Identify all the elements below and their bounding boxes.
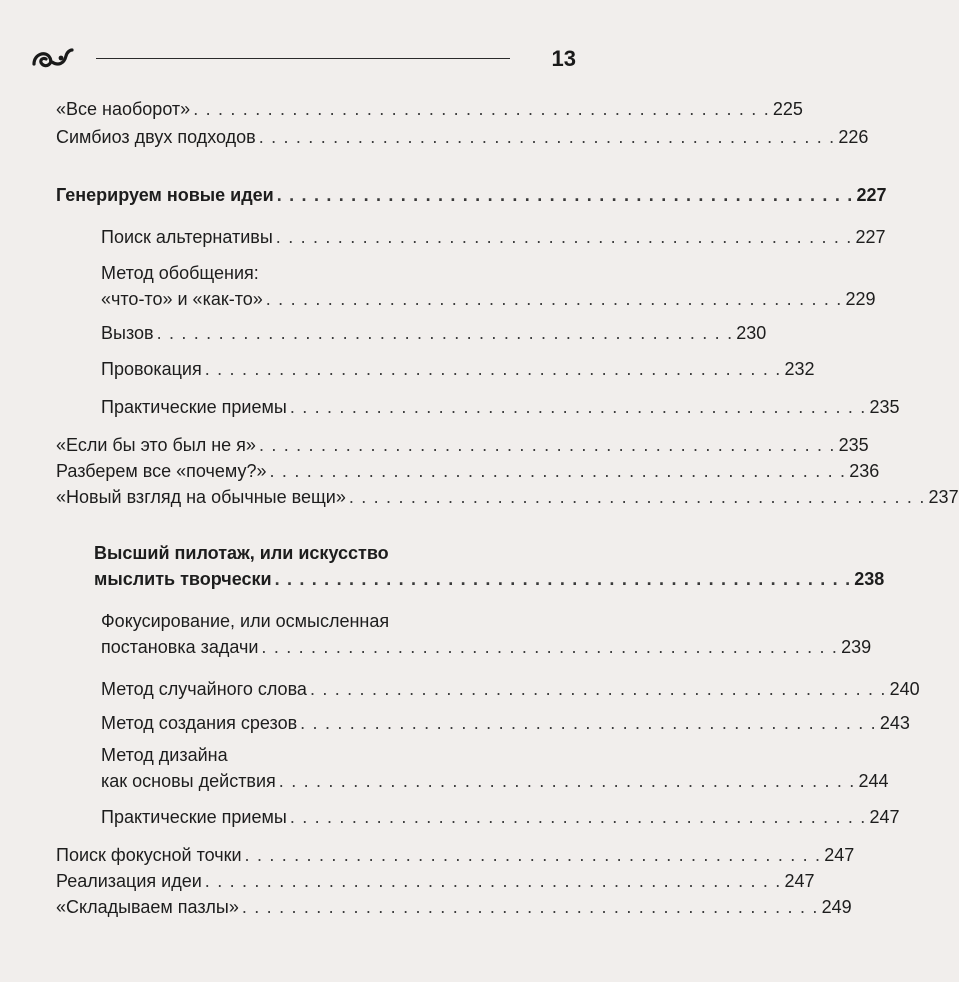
toc-entry	[56, 124, 869, 150]
toc-entry	[56, 458, 880, 484]
toc-entry-page: 227	[855, 227, 886, 247]
toc-entry	[101, 608, 872, 660]
toc-entry	[101, 710, 910, 736]
toc-entry	[101, 804, 900, 830]
toc-entry	[101, 394, 900, 420]
toc-entry	[56, 484, 959, 510]
toc-dot-leader: . . . . . . . . . . . . . . . . . . . . . . . . . . . . . . . . . . . . . . . . . . . . . . .	[289, 807, 867, 827]
toc-entry	[56, 432, 869, 458]
toc-entry	[101, 742, 889, 794]
toc-dot-leader: . . . . . . . . . . . . . . . . . . . . . . . . . . . . . . . . . . . . . . . . . . . . . . .	[244, 845, 822, 865]
swirl-ornament-icon	[30, 44, 74, 72]
toc-entry-page: 227	[856, 185, 887, 205]
toc-entry-page: 235	[838, 435, 869, 455]
toc-entry	[101, 224, 886, 250]
toc-entry-page: 237	[928, 487, 959, 507]
toc-entry-title: Реализация идеи	[56, 871, 202, 891]
toc-dot-leader: . . . . . . . . . . . . . . . . . . . . . . . . . . . . . . . . . . . . . . . . . . . . . . .	[204, 871, 782, 891]
toc-section-entry	[56, 182, 887, 208]
toc-dot-leader: . . . . . . . . . . . . . . . . . . . . . . . . . . . . . . . . . . . . . . . . . . . . . . .	[276, 185, 854, 205]
toc-entry-page: 225	[772, 99, 803, 119]
toc-entry-title: Провокация	[101, 359, 202, 379]
toc-entry-page: 232	[784, 359, 815, 379]
toc-entry-page: 247	[824, 845, 855, 865]
toc-dot-leader: . . . . . . . . . . . . . . . . . . . . . . . . . . . . . . . . . . . . . . . . . . . . . . .	[258, 435, 836, 455]
toc-entry	[101, 260, 876, 312]
toc-entry-title-line: Метод обобщения:	[101, 263, 259, 283]
toc-entry-title: «что-то» и «как-то»	[101, 289, 263, 309]
toc-entry-title: Вызов	[101, 323, 154, 343]
toc-entry	[101, 356, 815, 382]
toc-entry-page: 244	[858, 771, 889, 791]
toc-entry	[56, 868, 815, 894]
toc-entry-title: «Все наоборот»	[56, 99, 191, 119]
toc-entry-title: «Новый взгляд на обычные вещи»	[56, 487, 346, 507]
toc-entry-page: 240	[889, 679, 920, 699]
toc-dot-leader: . . . . . . . . . . . . . . . . . . . . . . . . . . . . . . . . . . . . . . . . . . . . . . .	[156, 323, 734, 343]
toc-entry-title: как основы действия	[101, 771, 276, 791]
toc-entry-page: 229	[845, 289, 876, 309]
toc-entry-page: 243	[879, 713, 910, 733]
toc-entry-page: 239	[841, 637, 872, 657]
toc-entry-title: Метод создания срезов	[101, 713, 298, 733]
toc-entry-title: постановка задачи	[101, 637, 259, 657]
toc-entry-title: мыслить творчески	[94, 569, 272, 589]
toc-entry-page: 226	[838, 127, 869, 147]
toc-entry-title: Практические приемы	[101, 807, 287, 827]
toc-dot-leader: . . . . . . . . . . . . . . . . . . . . . . . . . . . . . . . . . . . . . . . . . . . . . . .	[278, 771, 856, 791]
toc-dot-leader: . . . . . . . . . . . . . . . . . . . . . . . . . . . . . . . . . . . . . . . . . . . . . . .	[274, 569, 852, 589]
toc-entry	[101, 320, 767, 346]
toc-entry-page: 230	[736, 323, 767, 343]
toc-entry-title-line: Метод дизайна	[101, 745, 228, 765]
toc-entry	[56, 894, 852, 920]
toc-dot-leader: . . . . . . . . . . . . . . . . . . . . . . . . . . . . . . . . . . . . . . . . . . . . . . .	[258, 127, 836, 147]
toc-dot-leader: . . . . . . . . . . . . . . . . . . . . . . . . . . . . . . . . . . . . . . . . . . . . . . .	[204, 359, 782, 379]
page-number: 13	[551, 46, 576, 71]
toc-entry	[56, 96, 803, 122]
toc-entry-page: 247	[784, 871, 815, 891]
toc-entry-page: 249	[821, 897, 852, 917]
toc-entry-title: «Складываем пазлы»	[56, 897, 239, 917]
toc-entry-title: Поиск альтернативы	[101, 227, 273, 247]
toc-section-entry	[94, 540, 885, 592]
toc-entry-title: Генерируем новые идеи	[56, 185, 274, 205]
toc-dot-leader: . . . . . . . . . . . . . . . . . . . . . . . . . . . . . . . . . . . . . . . . . . . . . . .	[289, 397, 867, 417]
toc-entry-title: «Если бы это был не я»	[56, 435, 256, 455]
toc-entry-title: Практические приемы	[101, 397, 287, 417]
toc-entry	[101, 676, 920, 702]
toc-dot-leader: . . . . . . . . . . . . . . . . . . . . . . . . . . . . . . . . . . . . . . . . . . . . . . .	[265, 289, 843, 309]
page-header	[30, 40, 576, 76]
toc-dot-leader: . . . . . . . . . . . . . . . . . . . . . . . . . . . . . . . . . . . . . . . . . . . . . . .	[309, 679, 887, 699]
toc-dot-leader: . . . . . . . . . . . . . . . . . . . . . . . . . . . . . . . . . . . . . . . . . . . . . . .	[193, 99, 770, 119]
toc-dot-leader: . . . . . . . . . . . . . . . . . . . . . . . . . . . . . . . . . . . . . . . . . . . . . . .	[261, 637, 839, 657]
toc-entry-page: 238	[854, 569, 885, 589]
toc-entry-page: 235	[869, 397, 900, 417]
toc-entry-page: 247	[869, 807, 900, 827]
toc-entry	[56, 842, 855, 868]
toc-entry-page: 236	[849, 461, 880, 481]
toc-entry-title: Разберем все «почему?»	[56, 461, 267, 481]
header-rule	[96, 58, 510, 59]
toc-dot-leader: . . . . . . . . . . . . . . . . . . . . . . . . . . . . . . . . . . . . . . . . . . . . . . .	[300, 713, 877, 733]
toc-entry-title-line: Высший пилотаж, или искусство	[94, 543, 389, 563]
toc-entry-title: Метод случайного слова	[101, 679, 307, 699]
toc-dot-leader: . . . . . . . . . . . . . . . . . . . . . . . . . . . . . . . . . . . . . . . . . . . . . . .	[348, 487, 926, 507]
toc-entry-title-line: Фокусирование, или осмысленная	[101, 611, 390, 631]
toc-entry-title: Симбиоз двух подходов	[56, 127, 256, 147]
toc-dot-leader: . . . . . . . . . . . . . . . . . . . . . . . . . . . . . . . . . . . . . . . . . . . . . . .	[275, 227, 853, 247]
toc-dot-leader: . . . . . . . . . . . . . . . . . . . . . . . . . . . . . . . . . . . . . . . . . . . . . . .	[269, 461, 847, 481]
toc-dot-leader: . . . . . . . . . . . . . . . . . . . . . . . . . . . . . . . . . . . . . . . . . . . . . . .	[241, 897, 819, 917]
toc-entry-title: Поиск фокусной точки	[56, 845, 242, 865]
